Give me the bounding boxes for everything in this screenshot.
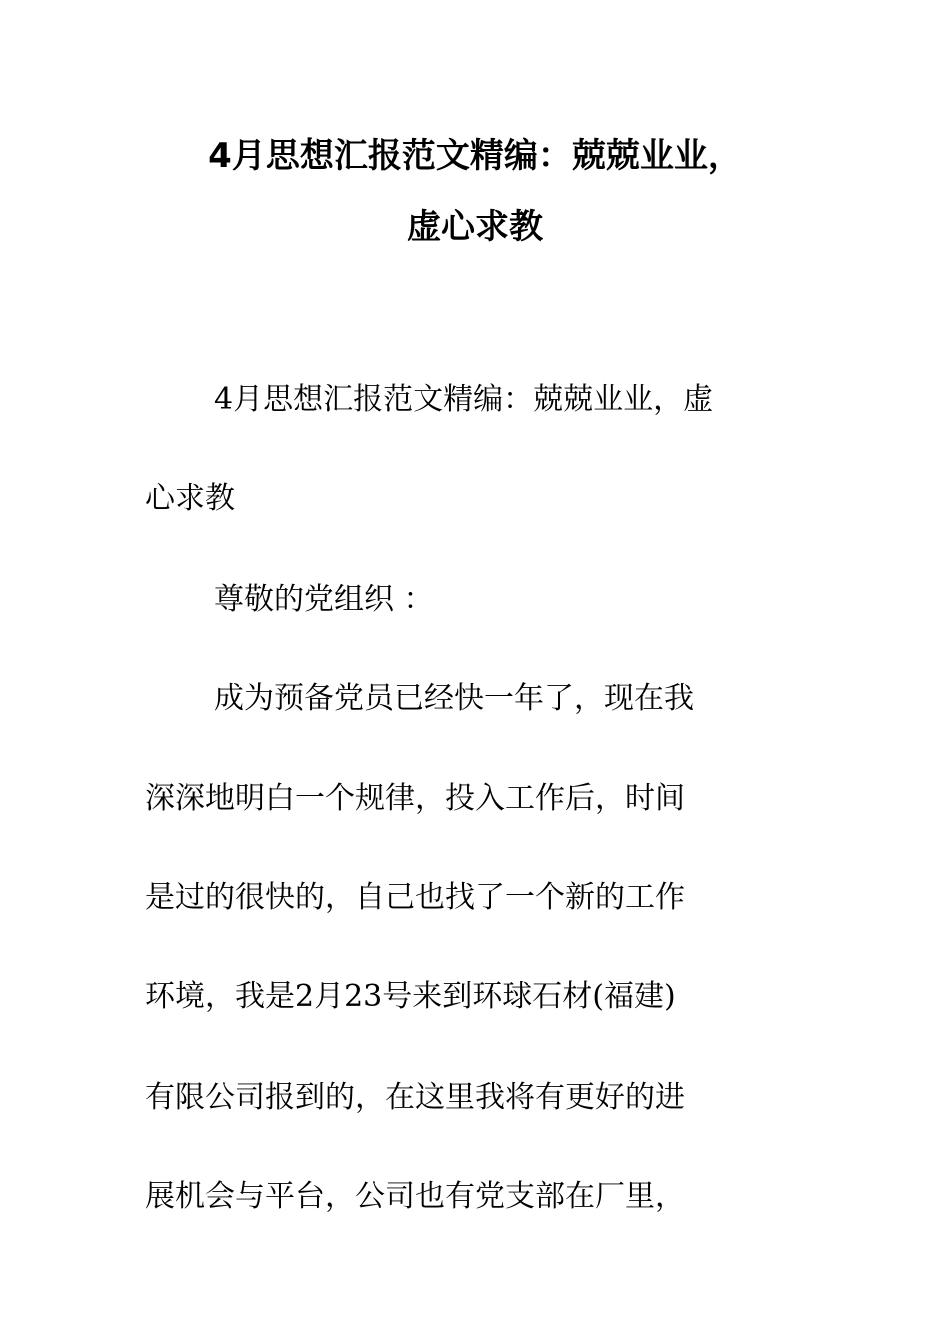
salutation: 尊敬的党组织 ：: [214, 582, 434, 617]
body-line-7: 环境，我是2月23号来到环球石材(福建): [145, 979, 676, 1014]
body-line-5: 深深地明白一个规律，投入工作后，时间: [145, 781, 685, 816]
body-line-1: 4月思想汇报范文精编：兢兢业业，虚: [214, 382, 714, 417]
body-line-9: 展机会与平台，公司也有党支部在厂里，: [145, 1179, 685, 1214]
body-line-6: 是过的很快的，自己也找了一个新的工作: [145, 880, 685, 915]
document-title-line-2: 虚心求教: [407, 207, 543, 247]
body-line-2: 心求教: [145, 481, 235, 516]
document-title-line-1: 4月思想汇报范文精编：兢兢业业，: [208, 136, 742, 176]
body-line-8: 有限公司报到的，在这里我将有更好的进: [145, 1080, 685, 1115]
body-line-4: 成为预备党员已经快一年了，现在我: [214, 681, 694, 716]
